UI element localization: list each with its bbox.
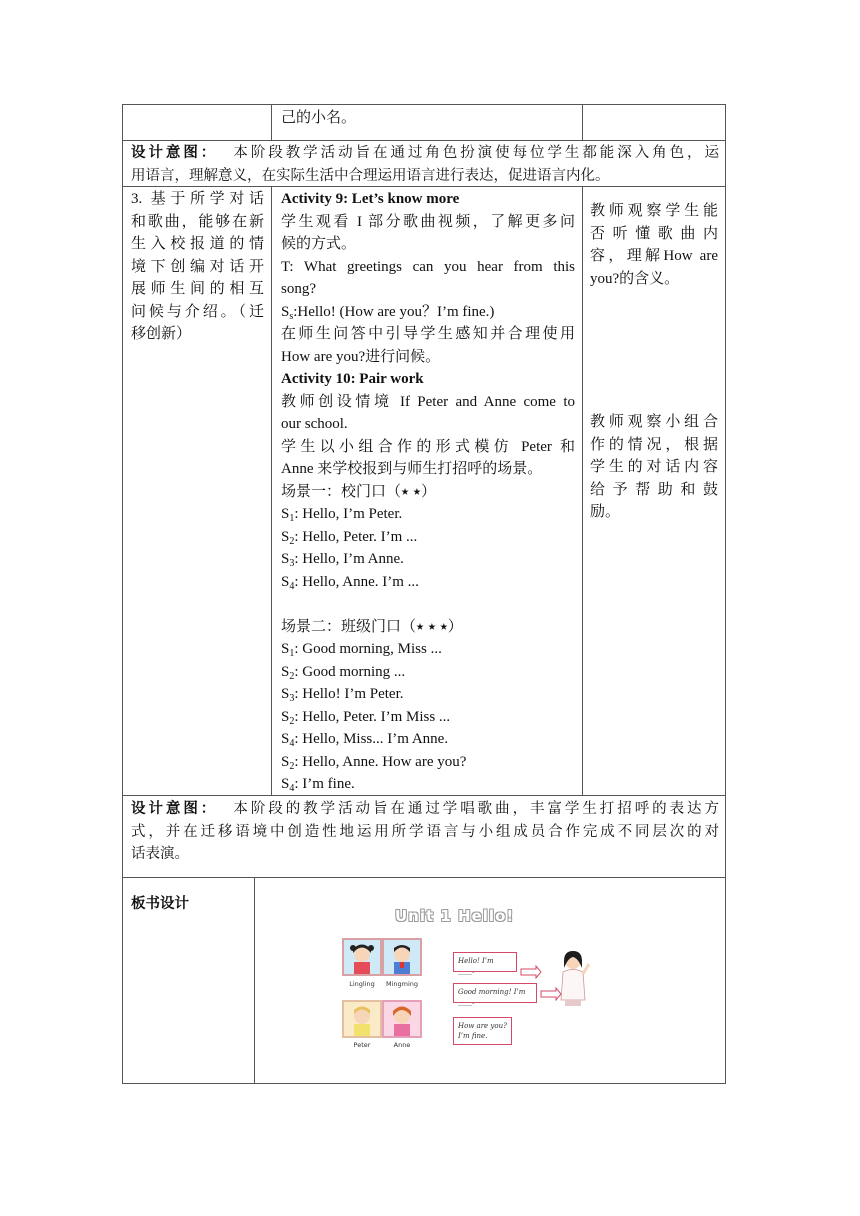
sentence-card-good-morning: Good morning! I’m ____. [453, 983, 537, 1003]
scene-1-title: 场景一：校门口（⭑ ⭑） [281, 483, 436, 500]
name-label: Peter [353, 1041, 371, 1049]
name-label: Mingming [385, 980, 419, 988]
dialogue-line: $S_4$: Hello, Anne. I’m ... [281, 573, 419, 592]
dialogue-line: $S_4$: Hello, Miss... I’m Anne. [281, 731, 449, 749]
scene-2-title: 场景二：班级门口（⭑ ⭑ ⭑） [281, 618, 463, 635]
dialogue-line: $S_1$: Hello, I’m Peter. [281, 506, 403, 524]
dialogue-line: $S_2$: Good morning ... [281, 663, 406, 682]
board-design-label: 板书设计 [131, 896, 189, 912]
intent-line: 用语言，理解意义，在实际生活中合理运用语言进行表达，促进语言内化。 [131, 167, 610, 184]
activity-10-title: Activity 10: Pair work [281, 371, 424, 387]
dialogue-line: $S_1$: Good morning, Miss ... [281, 641, 442, 659]
dialogue-line: $S_2$: Hello, Peter. I’m ... [281, 528, 418, 547]
learning-goal: 3. 基于所学对话 和歌曲，能够在新 生入校报道的情 境下创编对话开 展师生间的相互 问候与介绍。（迁 移创新） [131, 191, 264, 342]
activities-cell: Activity 9: Let’s know more 学生观看 I 部分歌曲视频，了解更多问 候的方式。 T: What greetings can you hear from this song? $S_s:Hello$! (How are you？I’m fine.) 在师生问答中引导学生感知并合理使用 How are you?进行问候。 Activity 10: Pair work 教师创设情境 If Peter and Anne come to our school. 学生以小组合作的形式模仿 Peter 和 Anne 来学校报到与师生打招呼的场景。 场景一：校门口（⭑ ⭑） $S_1$: Hello, I’m Peter. $S_2$: Hello, Peter. I’m ... $S_3$: Hello, I’m Anne. $S_4$: Hello, Anne. I’m ... 场景二：班级门口（⭑ ⭑ ⭑） $S_1$: Good morning, Miss ... $S_2$: Good morning ... $S_3$: Hello! I’m Peter. $S_2$: Hello, Peter. I’m Miss ... $S_4$: Hello, Miss... I’m Anne. $S_2$: Hello, Anne. How are you? $S_4$: I’m fine. [281, 188, 575, 796]
portrait-lingling [342, 938, 382, 976]
teacher-icon [556, 948, 592, 1008]
design-intent-2: 设计意图： 本阶段的教学活动旨在通过学唱歌曲，丰富学生打招呼的表达方 式，并在迁移语境中创造性地运用所学语言与小组成员合作完成不同层次的对 话表演。 [131, 801, 720, 862]
board-title: Unit 1 Hello! [395, 907, 515, 925]
dialogue-line: $S_4$: I’m fine. [281, 776, 355, 794]
column-divider [254, 877, 255, 1084]
assessment-2: 教师观察小组合 作的情况，根据 学生的对话内容 给予帮助和鼓 励。 [590, 414, 718, 520]
design-intent-1 [131, 142, 719, 187]
girl-icon [344, 940, 380, 974]
carryover-text: 己的小名。 [281, 110, 357, 126]
boy-icon [344, 1002, 380, 1036]
row-divider [122, 140, 726, 141]
column-divider [271, 186, 272, 795]
dialogue-line: $S_3$: Hello, I’m Anne. [281, 551, 404, 569]
dialogue-line: $S_2$: Hello, Anne. How are you? [281, 753, 467, 772]
portrait-mingming [382, 938, 422, 976]
column-divider [271, 104, 272, 140]
name-label: Anne [393, 1041, 411, 1049]
portrait-anne [382, 1000, 422, 1038]
row-divider [122, 877, 726, 878]
dialogue-line: $S_3$: Hello! I’m Peter. [281, 686, 404, 704]
portrait-peter [342, 1000, 382, 1038]
dialogue-line: $S_2$: Hello, Peter. I’m Miss ... [281, 708, 451, 727]
girl-icon [384, 1002, 420, 1036]
activity-9-title: Activity 9: Let’s know more [281, 191, 460, 207]
assessment-1: 教师观察学生能 否听懂歌曲内 容，理解How are you?的含义。 [590, 203, 718, 287]
column-divider [582, 104, 583, 140]
arrow-icon [520, 965, 542, 979]
intent-line: 设计意图： 本阶段教学活动旨在通过角色扮演使每位学生都能深入角色，运 [131, 145, 720, 161]
sentence-card-hello: Hello! I’m ____. [453, 952, 517, 972]
column-divider [582, 186, 583, 795]
boy-icon [384, 940, 420, 974]
sentence-card-how-are-you: How are you? I’m fine. [453, 1017, 512, 1045]
name-label: Lingling [349, 980, 375, 988]
